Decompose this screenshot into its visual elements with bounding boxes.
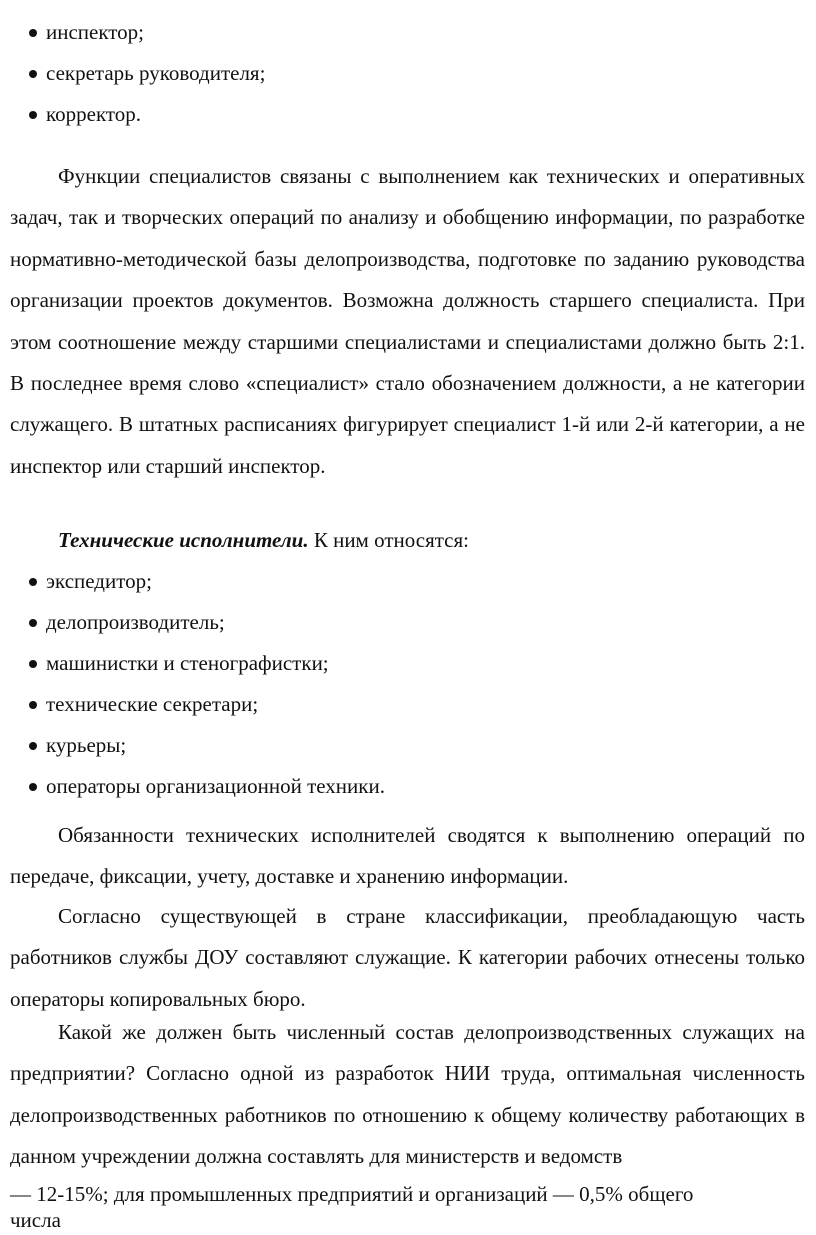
paragraph-technical-staff-intro xyxy=(10,520,805,561)
paragraph-staff-size: Какой же должен быть численный состав делопроизводственных служащих на предприятии? Согласно одной из разработок НИИ труда, оптимальная численность делопроизводственных работников по отношению к общему количеству работающих в данном учреждении должна составлять для министерств и ведомств xyxy=(10,1020,805,1169)
paragraph-technical-duties: Обязанности технических исполнителей сводятся к выполнению операций по передаче, фиксации, учету, доставке и хранению информации. xyxy=(10,823,805,889)
text-line-percentages: — 12-15%; для промышленных предприятий и организаций — 0,5% общего xyxy=(10,1182,694,1206)
paragraph-specialist-functions: Функции специалистов связаны с выполнением как технических и оперативных задач, так и творческих операций по анализу и обобщению информации, по разработке нормативно-методической базы делопроизводства, подготовке по заданию руководства организации проектов документов. Возможна должность старшего специалиста. При этом соотношение между старшими специалистами и специалистами должно быть 2:1. В последнее время слово «специалист» стало обозначением должности, а не категории служащего. В штатных расписаниях фигурирует специалист 1-й или 2-й категории, а не инспектор или старший инспектор. xyxy=(10,164,805,478)
list-item: курьеры; xyxy=(0,725,816,766)
list-item: делопроизводитель; xyxy=(0,602,816,643)
text-line-end: числа xyxy=(10,1208,61,1232)
bullet-list-technical-staff xyxy=(0,561,816,807)
list-item: машинистки и стенографистки; xyxy=(0,643,816,684)
list-item: инспектор; xyxy=(0,12,816,53)
list-item: технические секретари; xyxy=(0,684,816,725)
intro-text: К ним относятся: xyxy=(308,528,469,552)
list-item: операторы организационной техники. xyxy=(0,766,816,807)
list-item: экспедитор; xyxy=(0,561,816,602)
list-item: корректор. xyxy=(0,94,816,135)
paragraph-classification: Согласно существующей в стране классификации, преобладающую часть работников службы ДОУ составляют служащие. К категории рабочих отнесены только операторы копировальных бюро. xyxy=(10,904,805,1011)
list-item: секретарь руководителя; xyxy=(0,53,816,94)
bullet-list-positions xyxy=(0,12,816,135)
section-heading: Технические исполнители. xyxy=(58,528,309,552)
